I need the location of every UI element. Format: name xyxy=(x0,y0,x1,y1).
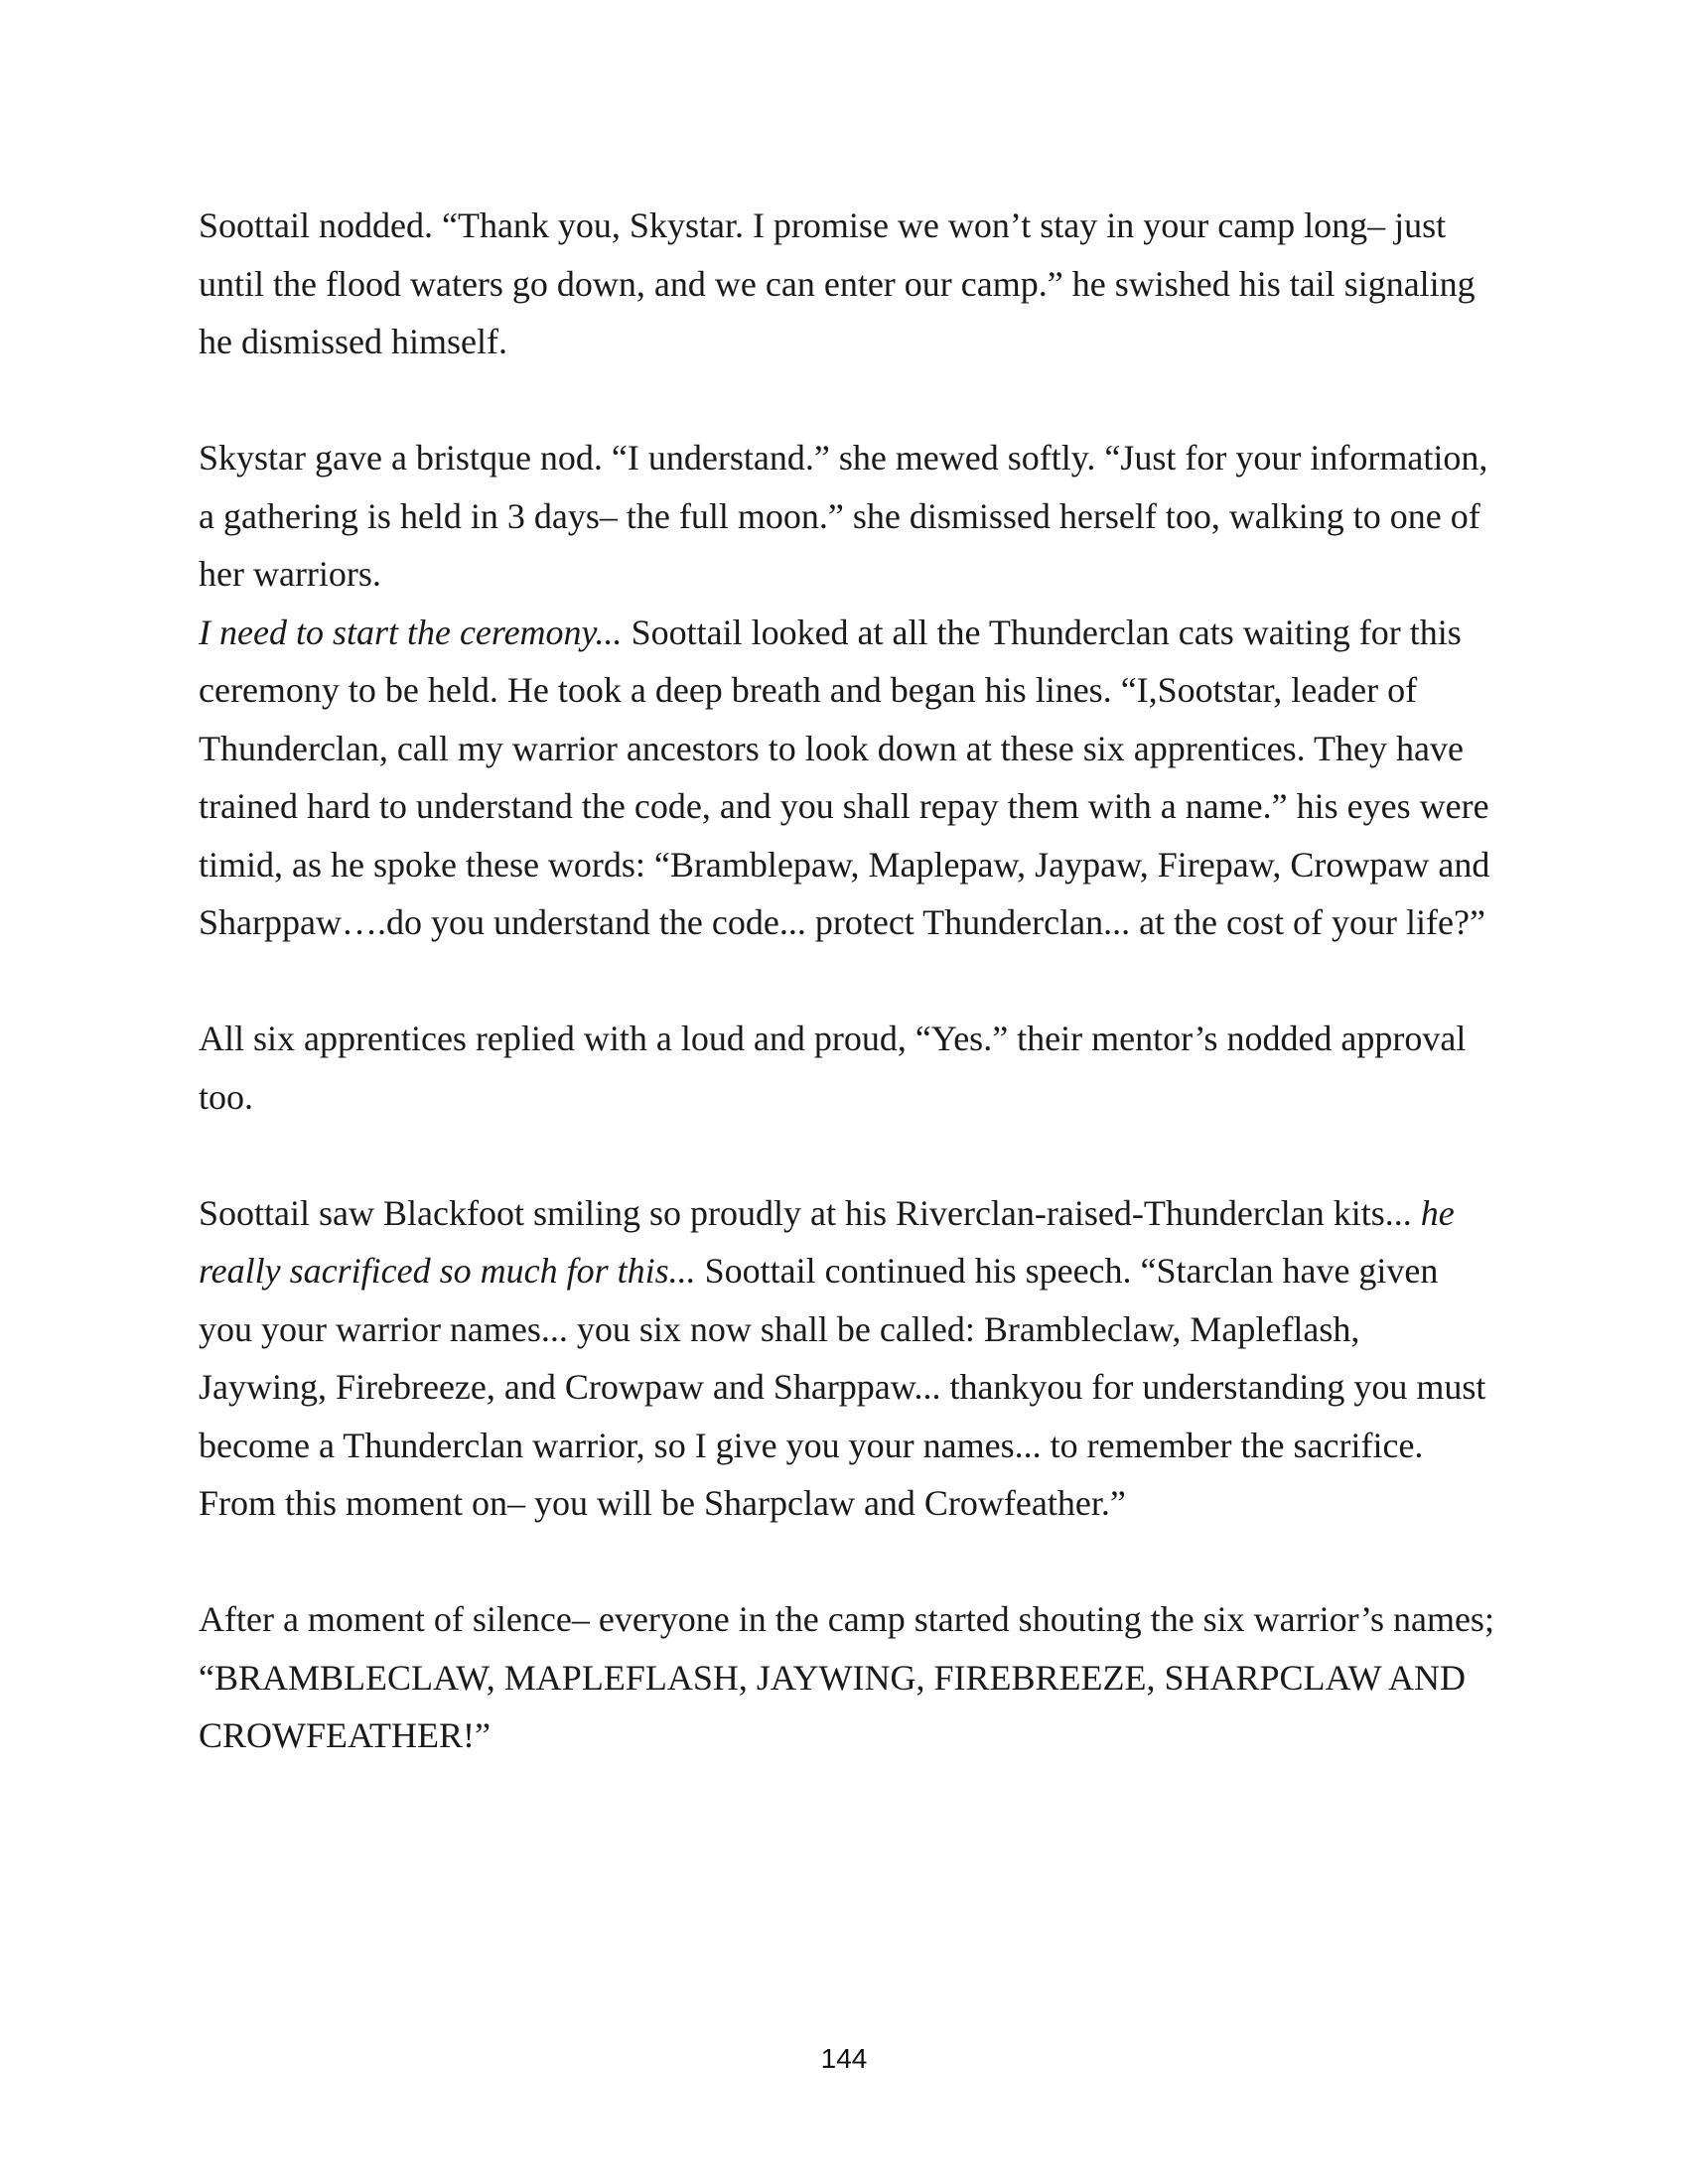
page-number: 144 xyxy=(820,2043,868,2074)
paragraph-3-text: Soottail looked at all the Thunderclan cats waiting for this ceremony to be held. He took a deep breath and began his lines. “I,Sootstar, leader of Thunderclan, call my warrior ancestors to look down at these six apprentices. They have trained hard to understand the code, and you shall repay them with a name.” his eyes were timid, as he spoke these words: “Bramblepaw, Maplepaw, Jaypaw, Firepaw, Crowpaw and Sharppaw….do you understand the code... protect Thunderclan... at the cost of your life?” xyxy=(199,612,1490,942)
paragraph-4: All six apprentices replied with a loud and proud, “Yes.” their mentor’s nodded approval too. xyxy=(199,1019,1467,1117)
story-text xyxy=(199,197,1494,1765)
paragraph-gap xyxy=(199,1126,1494,1184)
paragraph-6: After a moment of silence– everyone in the camp started shouting the six warrior’s names; “BRAMBLECLAW, MAPLEFLASH, JAYWING, FIREBREEZE, SHARPCLAW AND CROWFEATHER!” xyxy=(199,1599,1494,1755)
paragraph-gap xyxy=(199,1533,1494,1591)
paragraph-2: Skystar gave a bristque nod. “I understand.” she mewed softly. “Just for your information, a gathering is held in 3 days– the full moon.” she dismissed herself too, walking to one of her warriors. xyxy=(199,438,1488,594)
italic-thought: he really sacrificed so much for this... xyxy=(199,1192,1455,1291)
paragraph-3 xyxy=(199,604,1494,952)
paragraph-5 xyxy=(199,1184,1494,1533)
paragraph-1: Soottail nodded. “Thank you, Skystar. I promise we won’t stay in your camp long– just until the flood waters go down, and we can enter our camp.” he swished his tail signaling he dismissed himself. xyxy=(199,205,1476,361)
italic-thought: I need to start the ceremony... xyxy=(199,612,623,652)
paragraph-5-text: Soottail continued his speech. “Starclan have given you your warrior names... you six now shall be called: Brambleclaw, Mapleflash, Jaywing, Firebreeze, and Crowpaw and Sharppaw... thankyou for understanding you must become a Thunderclan warrior, so I give you your names... to remember the sacrifice. From this moment on– you will be Sharpclaw and Crowfeather.” xyxy=(199,1251,1486,1523)
paragraph-5-start: Soottail saw Blackfoot smiling so proudly at his Riverclan-raised-Thunderclan kits... xyxy=(199,1192,1421,1233)
paragraph-gap xyxy=(199,371,1494,430)
paragraph-gap xyxy=(199,952,1494,1011)
